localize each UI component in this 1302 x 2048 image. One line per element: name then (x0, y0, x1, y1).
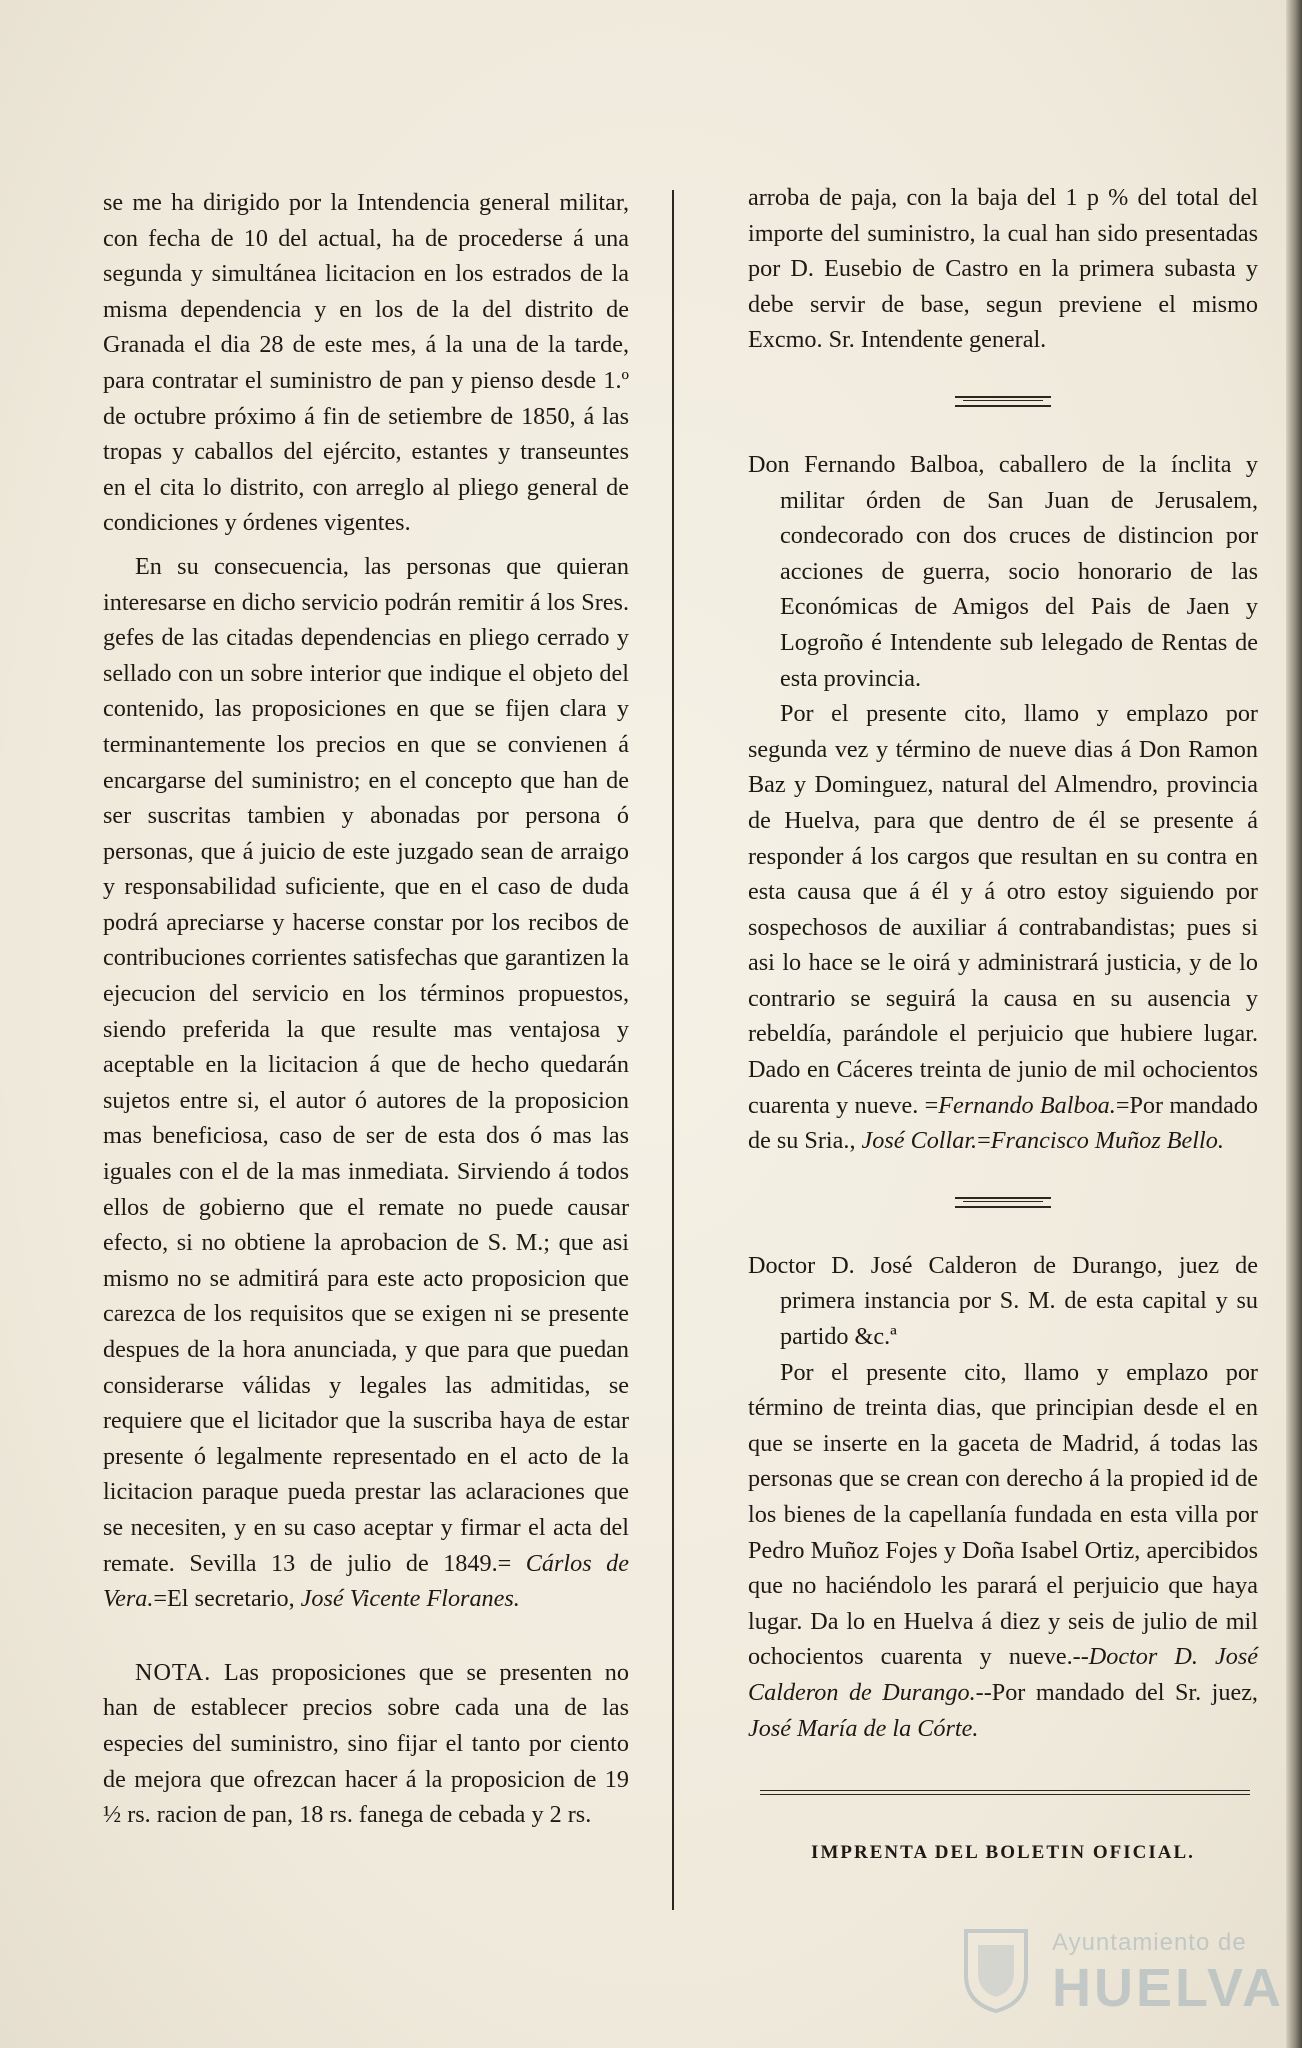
crest-icon (960, 1925, 1032, 2015)
column-divider (672, 190, 674, 1910)
text-paragraph: se me ha dirigido por la Intendencia general militar, con fecha de 10 del actual, ha de procederse á una segunda y simultánea licitacion en los estrados de la misma dependencia y en los de la del distrito de Granada el dia 28 de este mes, á la una de la tarde, para contratar el suministro de pan y pienso desde 1.º de octubre próximo á fin de setiembre de 1850, á las tropas y caballos del ejército, estantes y transeuntes en el cita lo distrito, con arreglo al pliego general de condiciones y órdenes vigentes. (103, 189, 629, 537)
printer-imprint: IMPRENTA DEL BOLETIN OFICIAL. (811, 1842, 1195, 1864)
nota-paragraph: NOTA. Las proposiciones que se presenten no han de establecer precios sobre cada una de las especies del suministro, sino fijar el tanto por ciento de mejora que ofrezcan hacer á la proposicion de 19 ½ rs. racion de pan, 18 rs. fanega de cebada y 2 rs. (103, 1658, 629, 1829)
signature: Cárlos de Vera. (103, 1549, 629, 1613)
closing-rule (760, 1790, 1250, 1795)
section-ornament (955, 1197, 1051, 1208)
signature: Fernando Balboa. (938, 1091, 1116, 1119)
watermark (960, 1925, 1284, 2025)
edict-body: Por el presente cito, llamo y emplazo por segunda vez y término de nueve dias á Don Ramon Baz y Dominguez, natural del Almendro, provincia de Huelva, para que dentro de él se presente á responder á los cargos que resultan en su contra en esta causa que á él y á otro estoy siguiendo por sospechosos de auxiliar á contrabandistas; pues si asi lo hace se le oirá y administrará justicia, y de lo contrario se seguirá la causa en su ausencia y rebeldía, parándole el perjuicio que hubiere lugar. Dado en Cáceres treinta de junio de mil ochocientos cuarenta y nueve. =Fernando Balboa.=Por mandado de su Sria., José Collar.=Francisco Muñoz Bello. (748, 700, 1258, 1155)
page-edge-shadow (1286, 0, 1302, 2048)
edict-body: Por el presente cito, llamo y emplazo por término de treinta dias, que principian desde el en que se inserte en la gaceta de Madrid, á todas las personas que se crean con derecho á la propied id de los bienes de la capellanía fundada en esta villa por Pedro Muñoz Fojes y Doña Isabel Ortiz, apercibidos que no haciéndolo les parará el perjuicio que haya lugar. Da lo en Huelva á diez y seis de julio de mil ochocientos cuarenta y nueve.--Doctor D. José Calderon de Durango.--Por mandado del Sr. juez, José María de la Córte. (748, 1358, 1258, 1742)
watermark-line1: Ayuntamiento de (1052, 1929, 1247, 1956)
right-column (748, 180, 1258, 1871)
edict-heading: Don Fernando Balboa, caballero de la ínclita y militar órden de San Juan de Jerusalem, condecorado con dos cruces de distincion por acciones de guerra, socio honorario de las Económicas de Amigos del Pais de Jaen y Logroño é Intendente sub lelegado de Rentas de esta provincia. (748, 450, 1258, 692)
section-ornament (955, 396, 1051, 407)
signature: José Collar. (861, 1127, 978, 1155)
edict-heading: Doctor D. José Calderon de Durango, juez de primera instancia por S. M. de esta capital y su partido &c.ª (748, 1251, 1258, 1351)
text-paragraph: arroba de paja, con la baja del 1 p % del total del importe del suministro, la cual han sido presentadas por D. Eusebio de Castro en la primera subasta y debe servir de base, segun previene el mismo Excmo. Sr. Intendente general. (748, 184, 1258, 354)
signature: Doctor D. José Calderon de Durango. (748, 1643, 1258, 1706)
text-paragraph: En su consecuencia, las personas que quieran interesarse en dicho servicio podrán remitir á los Sres. gefes de las citadas dependencias en pliego cerrado y sellado con un sobre interior que indique el objeto del contenido, las proposiciones en que se fijen clara y terminantemente los precios en que se convienen á encargarse del suministro; en el concepto que han de ser suscritas tambien y abonadas por persona ó personas, que á juicio de este juzgado sean de arraigo y responsabilidad suficiente, que en el caso de duda podrá apreciarse y hacerse constar por los recibos de contribuciones corrientes satisfechas que garantizen la ejecucion del servicio en los términos propuestos, siendo preferida la que resulte mas ventajosa y aceptable en la licitacion á que de hecho quedarán sujetos entre si, el autor ó autores de la proposicion mas beneficiosa, caso de ser de esta dos ó mas las iguales con el de la mas inmediata. Sirviendo á todos ellos de gobierno que el remate no puede causar efecto, si no obtiene la aprobacion de S. M.; que asi mismo no se admitirá para este acto proposicion que carezca de los requisitos que se exigen ni se presente despues de la hora anunciada, y que para que puedan considerarse válidas y legales las admitidas, se requiere que el licitador que la suscriba haya de estar presente ó legalmente representado en el acto de la licitacion paraque pueda prestar las aclaraciones que se necesiten, y en su caso aceptar y firmar el acta del remate. Sevilla 13 de julio de 1849.= Cárlos de Vera.=El secretario, José Vicente Floranes. (103, 552, 629, 1613)
signature: José María de la Córte. (748, 1714, 979, 1742)
signature: José Vicente Floranes. (300, 1585, 520, 1613)
signature: Francisco Muñoz Bello. (990, 1127, 1224, 1155)
nota-heading: NOTA. (135, 1658, 212, 1686)
left-column (103, 185, 629, 1833)
watermark-line2: HUELVA (1052, 1958, 1284, 2018)
